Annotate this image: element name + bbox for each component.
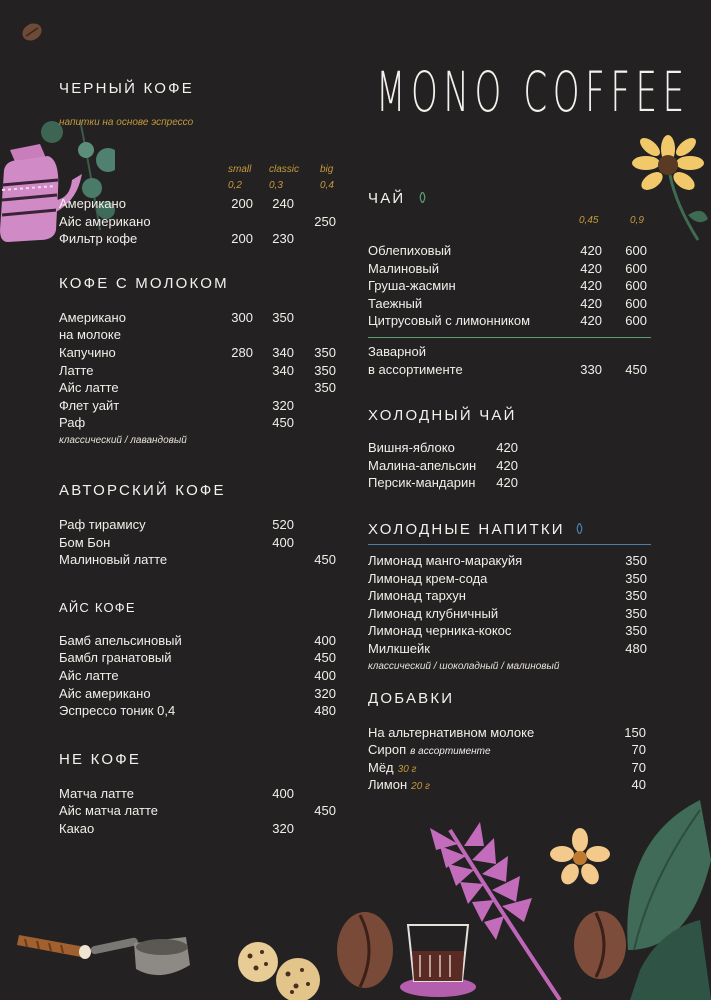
size-label: big [320,164,334,175]
item-price: 350 [625,623,647,639]
section-milk-coffee [59,275,344,446]
section-cold-drinks [368,521,651,672]
item-price: 600 [625,260,647,276]
item-price: 450 [314,650,336,666]
volume-label: 0,9 [630,215,644,226]
menu-item [368,641,651,659]
section-extras [368,690,651,795]
flower-icon [550,828,610,888]
section-title: ЧЕРНЫЙ КОФЕ [59,80,194,97]
item-price: 420 [496,457,518,473]
item-name: Фильтр кофе [59,231,138,247]
item-price: 240 [272,196,294,211]
item-price: 350 [625,605,647,621]
item-list [368,725,651,795]
menu-item [368,440,651,458]
item-name: Айс американо [59,685,151,701]
item-price: 300 [231,309,253,325]
item-price: 250 [314,213,336,229]
section-tea [368,190,651,379]
item-list [368,440,651,493]
section-ice-coffee [59,600,344,721]
item-name: на молоке [59,327,121,343]
section-title: НЕ КОФЕ [59,750,142,768]
item-price: 350 [625,552,647,568]
menu-item [59,327,344,345]
menu-item [59,686,344,704]
menu-item [59,821,344,839]
item-price: 350 [272,309,294,325]
item-price: 40 [631,777,646,793]
item-price: 420 [580,243,602,258]
item-name: Бамбл гранатовый [59,650,172,666]
menu-item [368,588,651,606]
menu-item [59,517,344,535]
section-signature-coffee [59,482,344,570]
item-price: 420 [580,295,602,311]
menu-item [59,310,344,328]
item-price: 70 [631,742,646,758]
menu-item [368,261,651,279]
item-subnote: в ассортименте [410,746,491,758]
item-list [59,517,344,570]
divider [368,544,651,545]
menu-item [59,786,344,804]
drop-icon [575,523,584,534]
menu-item [368,777,651,795]
menu-item [59,345,344,363]
item-list [59,786,344,839]
leaf-icon [418,192,427,203]
menu-item [59,196,344,214]
coffee-bean-icon [330,905,400,1000]
menu-item [368,296,651,314]
item-name-text: Лимон [368,777,408,793]
portafilter-icon [90,925,200,1000]
item-price: 320 [272,397,294,413]
item-price: 400 [314,667,336,683]
section-title: АВТОРСКИЙ КОФЕ [59,481,226,499]
item-name: Раф тирамису [59,516,146,532]
item-price: 480 [625,640,647,656]
item-price: 450 [625,361,647,377]
left-column [59,80,344,838]
section-title: ДОБАВКИ [368,689,455,707]
menu-item [368,362,651,380]
menu-item [59,650,344,668]
item-name [368,725,534,740]
menu-item [59,803,344,821]
item-name: Капучино [59,344,116,360]
item-price: 350 [314,362,336,378]
section-not-coffee [59,751,344,839]
menu-item [59,398,344,416]
item-name: Малиновый латте [59,552,168,568]
brand-title: MONO COFFEE [376,60,690,124]
item-name: Заварной [368,343,426,359]
item-name: Какао [59,820,95,836]
item-price: 150 [624,724,646,740]
section-cold-tea [368,407,651,493]
menu-item [59,668,344,686]
section-title: ЧАЙ [368,190,651,207]
divider [368,337,651,338]
item-price: 420 [496,440,518,456]
item-name [368,777,430,792]
item-note: классический / шоколадный / малиновый [368,660,560,672]
menu-item [59,633,344,651]
section-title: КОФЕ С МОЛОКОМ [59,274,229,292]
item-price: 400 [272,785,294,801]
volume-label: 0,2 [228,180,242,191]
menu-item [368,553,651,571]
section-note: напитки на основе эспрессо [59,117,194,128]
item-name: Лимонад крем-сода [368,570,488,586]
item-price: 350 [314,380,336,396]
item-name-text: Сироп [368,742,407,758]
size-label: small [228,164,252,175]
section-title: АЙС КОФЕ [59,599,136,615]
section-title: ХОЛОДНЫЙ ЧАЙ [368,407,517,425]
item-price: 320 [272,820,294,836]
menu-item [368,278,651,296]
menu-item [368,313,651,331]
menu-item [59,703,344,721]
item-name: Флет уайт [59,397,120,413]
item-name: Лимонад манго-маракуйя [368,552,523,568]
menu-item [368,725,651,743]
item-name-text: На альтернативном молоке [368,724,535,740]
menu-item [368,243,651,261]
item-price: 400 [272,534,294,550]
menu-item [59,415,344,433]
menu-item [59,231,344,249]
item-list [59,310,344,433]
right-column [368,190,651,795]
item-name [368,742,491,757]
item-name: Таежный [368,295,423,311]
item-price: 600 [625,295,647,311]
item-price: 450 [314,803,336,819]
item-name [368,760,417,775]
item-name: Малина-апельсин [368,457,477,473]
item-name: Милкшейк [368,640,430,656]
cannoli-icon [15,925,95,960]
item-price: 330 [580,361,602,377]
item-name: Бом Бон [59,534,111,550]
item-name: Груша-жасмин [368,278,456,294]
item-name: Раф [59,415,86,431]
volume-label: 0,3 [269,180,283,191]
size-header [368,215,651,231]
item-name: Облепиховый [368,243,452,258]
item-price: 200 [231,196,253,211]
item-list [59,196,344,249]
menu-item [59,214,344,232]
item-name: Айс латте [59,380,119,396]
item-name: Айс латте [59,667,119,683]
item-price: 280 [231,344,253,360]
menu-item [59,380,344,398]
item-price: 70 [631,759,646,775]
menu-item [59,535,344,553]
item-price: 230 [272,231,294,247]
item-list [59,633,344,721]
size-label: classic [269,164,300,175]
item-name-text: Мёд [368,759,394,775]
menu-item [59,363,344,381]
menu-item [368,623,651,641]
item-price: 350 [625,588,647,604]
item-price: 350 [314,344,336,360]
item-name: Персик-мандарин [368,475,476,491]
item-price: 600 [625,313,647,329]
item-price: 200 [231,231,253,247]
menu-item [368,475,651,493]
coffee-bean-icon [570,905,630,985]
item-name: Американо [59,309,126,325]
size-header [59,164,344,196]
item-name: Лимонад черника-кокос [368,623,512,639]
item-name: Бамб апельсиновый [59,632,182,648]
item-name: Айс матча латте [59,803,159,819]
cookie-icon [236,936,326,1000]
item-name: Айс американо [59,213,151,229]
menu-item [368,606,651,624]
item-price: 450 [272,415,294,431]
menu-item [368,571,651,589]
item-name: Лимонад клубничный [368,605,499,621]
item-name: Цитрусовый с лимонником [368,313,531,329]
glass-cup-icon [398,915,478,1000]
item-price: 600 [625,243,647,258]
item-price: 450 [314,552,336,568]
menu-item [368,742,651,760]
menu-item [368,760,651,778]
item-name: Эспрессо тоник 0,4 [59,703,176,719]
item-price: 340 [272,344,294,360]
volume-label: 0,4 [320,180,334,191]
item-price: 350 [625,570,647,586]
coffee-bean-icon [20,20,44,44]
item-price: 600 [625,278,647,294]
item-name: Американо [59,196,126,211]
item-price: 320 [314,685,336,701]
menu-item [368,458,651,476]
section-black-coffee [59,80,344,249]
item-subnote: 20 г [411,781,430,793]
menu-item [59,552,344,570]
item-name: в ассортименте [368,361,463,377]
item-price: 520 [272,516,294,532]
section-title: ХОЛОДНЫЕ НАПИТКИ [368,521,651,538]
item-list [368,243,651,331]
item-price: 400 [314,632,336,648]
item-name: Вишня-яблоко [368,440,455,456]
volume-label: 0,45 [579,215,599,226]
menu-item [368,344,651,362]
item-list [368,553,651,659]
item-subnote: 30 г [397,763,417,775]
item-note: классический / лавандовый [59,434,187,446]
item-name: Лимонад тархун [368,588,466,604]
item-price: 340 [272,362,294,378]
item-price: 420 [580,260,602,276]
item-name: Латте [59,362,94,378]
item-name: Малиновый [368,260,439,276]
item-price: 420 [580,278,602,294]
item-price: 480 [314,703,336,719]
item-name: Матча латте [59,785,135,801]
item-price: 420 [496,475,518,491]
item-price: 420 [580,313,602,329]
